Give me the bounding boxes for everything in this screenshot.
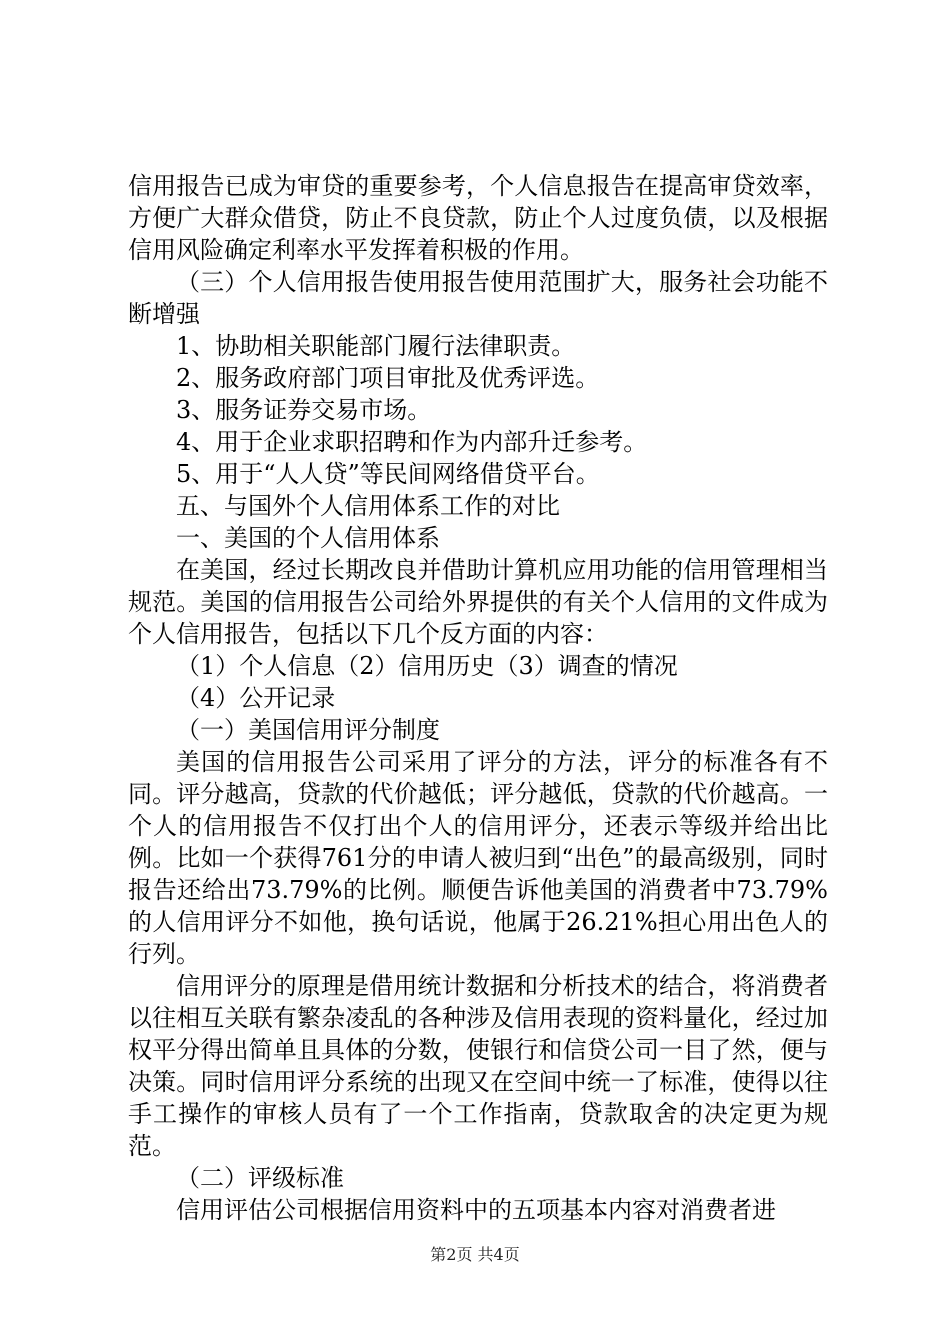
list-item-1: 1、协助相关职能部门履行法律职责。 [176,332,576,360]
heading-section-3-scope: （三）个人信用报告使用报告使用范围扩大，服务社会功能不断增强 [128,268,828,328]
list-item-2: 2、服务政府部门项目审批及优秀评选。 [176,364,600,392]
heading-rating-standard: （二）评级标准 [176,1164,344,1192]
list-item-4: 4、用于企业求职招聘和作为内部升迁参考。 [176,428,648,456]
heading-section-5-comparison: 五、与国外个人信用体系工作的对比 [176,492,560,520]
report-contents-line-2: （4）公开记录 [176,684,336,712]
document-body [128,170,828,1226]
list-item-5: 5、用于“人人贷”等民间网络借贷平台。 [176,460,600,488]
paragraph-us-credit-overview: 在美国，经过长期改良并借助计算机应用功能的信用管理相当规范。美国的信用报告公司给外界提供的有关个人信用的文件成为个人信用报告，包括以下几个反方面的内容： [128,556,828,648]
paragraph-scoring-method: 美国的信用报告公司采用了评分的方法，评分的标准各有不同。评分越高，贷款的代价越低；评分越低，贷款的代价越高。一个人的信用报告不仅打出个人的信用评分，还表示等级并给出比例。比如一个获得761分的申请人被归到“出色”的最高级别，同时报告还给出73.79%的比例。顺便告诉他美国的消费者中73.79%的人信用评分不如他，换句话说，他属于26.21%担心用出色人的行列。 [128,748,828,968]
report-contents-line-1: （1）个人信息（2）信用历史（3）调查的情况 [176,652,678,680]
paragraph-rating-agencies: 信用评估公司根据信用资料中的五项基本内容对消费者进 [176,1196,776,1224]
page-number-footer: 第2页 共4页 [430,1245,520,1264]
heading-us-credit-scoring: （一）美国信用评分制度 [176,716,440,744]
paragraph-scoring-principle: 信用评分的原理是借用统计数据和分析技术的结合，将消费者以往相互关联有繁杂凌乱的各种涉及信用表现的资料量化，经过加权平分得出简单且具体的分数，使银行和信贷公司一目了然，便与决策。同时信用评分系统的出现又在空间中统一了标准，使得以往手工操作的审核人员有了一个工作指南，贷款取舍的决定更为规范。 [128,972,828,1160]
heading-us-credit-system: 一、美国的个人信用体系 [176,524,440,552]
list-item-3: 3、服务证券交易市场。 [176,396,432,424]
paragraph-credit-report-role: 信用报告已成为审贷的重要参考，个人信息报告在提高审贷效率，方便广大群众借贷，防止不良贷款，防止个人过度负债，以及根据信用风险确定利率水平发挥着积极的作用。 [128,172,828,264]
